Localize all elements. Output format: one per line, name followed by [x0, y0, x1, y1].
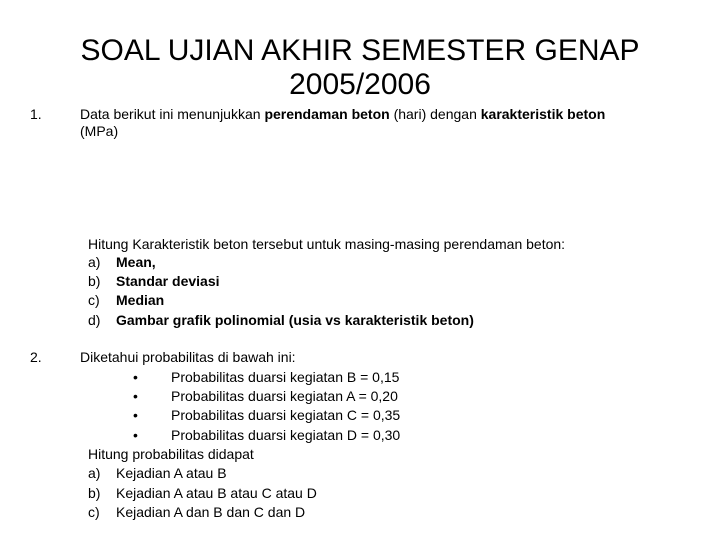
- question-1-term-karakteristik: karakteristik beton: [480, 106, 606, 122]
- question-1-item-c-letter: c): [88, 292, 100, 308]
- question-2-item-a-letter: a): [88, 465, 101, 481]
- question-2-question: Hitung probabilitas didapat: [88, 446, 254, 462]
- question-2-item-c-text: Kejadian A dan B dan C dan D: [116, 504, 306, 520]
- question-1-item-a-letter: a): [88, 254, 101, 270]
- page-title-line-1: SOAL UJIAN AKHIR SEMESTER GENAP: [80, 34, 640, 67]
- bullet-icon: •: [133, 369, 138, 385]
- question-2-bullet-3: Probabilitas duarsi kegiatan C = 0,35: [171, 407, 401, 423]
- question-2-item-b-text: Kejadian A atau B atau C atau D: [116, 485, 317, 501]
- question-1-intro-part-b: (hari) dengan: [389, 106, 481, 122]
- bullet-icon: •: [133, 407, 138, 423]
- question-2-intro: Diketahui probabilitas di bawah ini:: [80, 349, 296, 365]
- question-1-item-b-letter: b): [88, 273, 101, 289]
- question-2-item-c-letter: c): [88, 504, 100, 520]
- question-1-intro-part-a: Data berikut ini menunjukkan: [80, 106, 265, 122]
- question-1-item-b-text: Standar deviasi: [116, 273, 220, 289]
- question-1-item-d-letter: d): [88, 312, 101, 328]
- question-2-item-a-text: Kejadian A atau B: [116, 465, 227, 481]
- question-2-bullet-4: Probabilitas duarsi kegiatan D = 0,30: [171, 427, 401, 443]
- question-2-bullet-2: Probabilitas duarsi kegiatan A = 0,20: [171, 388, 398, 404]
- question-1-instruction: Hitung Karakteristik beton tersebut untuk masing-masing perendaman beton:: [88, 236, 566, 252]
- question-1-intro-line-2: (MPa): [80, 123, 119, 139]
- question-2-bullet-1: Probabilitas duarsi kegiatan B = 0,15: [171, 369, 400, 385]
- question-1-item-c-text: Median: [116, 292, 165, 308]
- question-1-item-a-text: Mean,: [116, 254, 156, 270]
- question-2-item-b-letter: b): [88, 485, 101, 501]
- question-1-term-perendaman: perendaman beton: [264, 106, 390, 122]
- question-2-number: 2.: [30, 349, 42, 365]
- question-1-intro: [80, 105, 605, 123]
- bullet-icon: •: [133, 427, 138, 443]
- question-1-item-d-text: Gambar grafik polinomial (usia vs karakteristik beton): [116, 312, 474, 328]
- bullet-icon: •: [133, 388, 138, 404]
- question-1-number: 1.: [30, 106, 42, 122]
- page-title-line-2: 2005/2006: [289, 68, 431, 101]
